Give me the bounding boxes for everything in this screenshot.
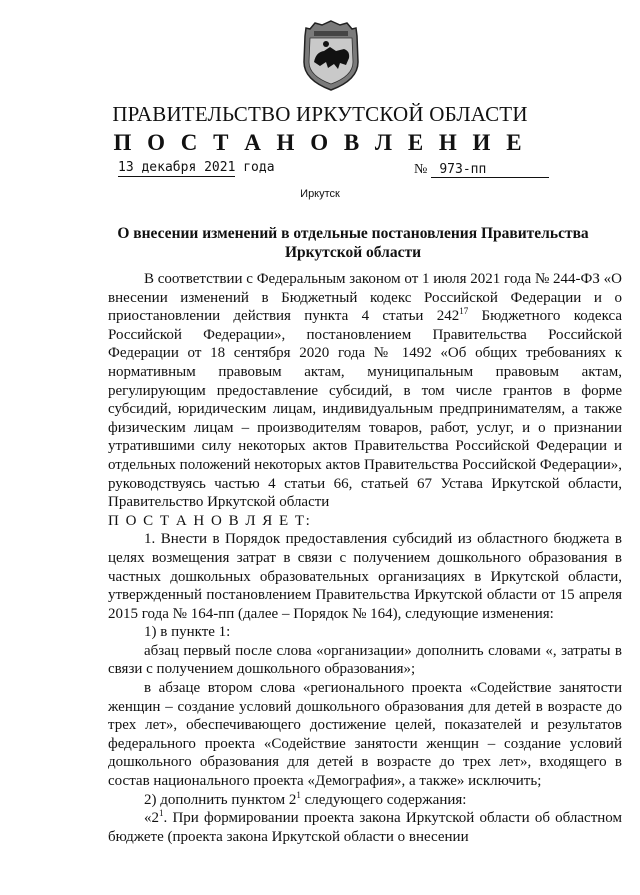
subitem-1b-paragraph: в абзаце втором слова «регионального проекта «Содействие занятости женщин – создание условий дошкольного образования для детей в возрасте до трех лет», обеспечивающего достижение целей, показателей и результатов федерального проекта «Содействие занятости женщин – создание условий дошкольного образования для детей в возрасте до трех лет», входящего в состав национального проекта «Демография», а также» исключить; [108, 680, 622, 790]
subitem-2-paragraph: 2) дополнить пунктом $2^1$ следующего содержания: [144, 789, 467, 808]
intro-paragraph: В соответствии с Федеральным законом от 1 июля 2021 года № 244-ФЗ «О внесении изменений в Бюджетный кодекс Российской Федерации и о приостановлении действия пункта 4 статьи $242^{17}$ Бюджетного кодекса Российской Федерации», постановлением Правительства Российской Федерации от 18 сентября 2020 года № 1492 «Об общих требованиях к нормативным правовым актам, муниципальным правовым актам, регулирующим предоставление субсидий, в том числе грантов в форме субсидий, юридическим лицам, индивидуальным предпринимателям, а также физическим лицам – производителям товаров, работ, услуг, и о признании утратившими силу некоторых актов Правительства Российской Федерации и отдельных положений некоторых актов Правительства Российской Федерации», руководствуясь частью 4 статьи 66, статьей 67 Устава Иркутской области, Правительство Иркутской области [108, 271, 623, 511]
subitem-1-paragraph: 1) в пункте 1: [144, 624, 231, 641]
date-value: 13 декабря 2021 [118, 160, 236, 175]
city-name: Иркутск [300, 188, 340, 200]
item-1-paragraph: 1. Внести в Порядок предоставления субсидий из областного бюджета в целях возмещения затрат в связи с получением дошкольного образования в частных дошкольных образовательных организациях в Иркутской области, утвержденный постановлением Правительства Иркутской области от 15 апреля 2015 года № 164-пп (далее – Порядок № 164), следующие изменения: [108, 531, 622, 622]
document-body [108, 270, 622, 846]
number-value: 973-пп [431, 162, 549, 178]
coat-of-arms-icon [300, 18, 362, 92]
document-type-title: П О С Т А Н О В Л Е Н И Е [113, 130, 527, 155]
number-sign: № [414, 162, 428, 177]
quoted-paragraph: «$2^1$. При формировании проекта закона Иркутской области об областном бюджете (проекта закона Иркутской области о внесении [108, 808, 622, 845]
date-suffix: года [243, 160, 275, 175]
decree-date [118, 160, 275, 175]
decrees-line: П О С Т А Н О В Л Я Е Т: [108, 512, 312, 529]
decree-number [414, 160, 549, 178]
government-name: ПРАВИТЕЛЬСТВО ИРКУТСКОЙ ОБЛАСТИ [112, 102, 528, 126]
document-heading: О внесении изменений в отдельные постановления Правительства Иркутской области [117, 225, 589, 261]
subitem-1a-paragraph: абзац первый после слова «организации» дополнить словами «, затраты в связи с получением дошкольного образования»; [108, 642, 622, 678]
